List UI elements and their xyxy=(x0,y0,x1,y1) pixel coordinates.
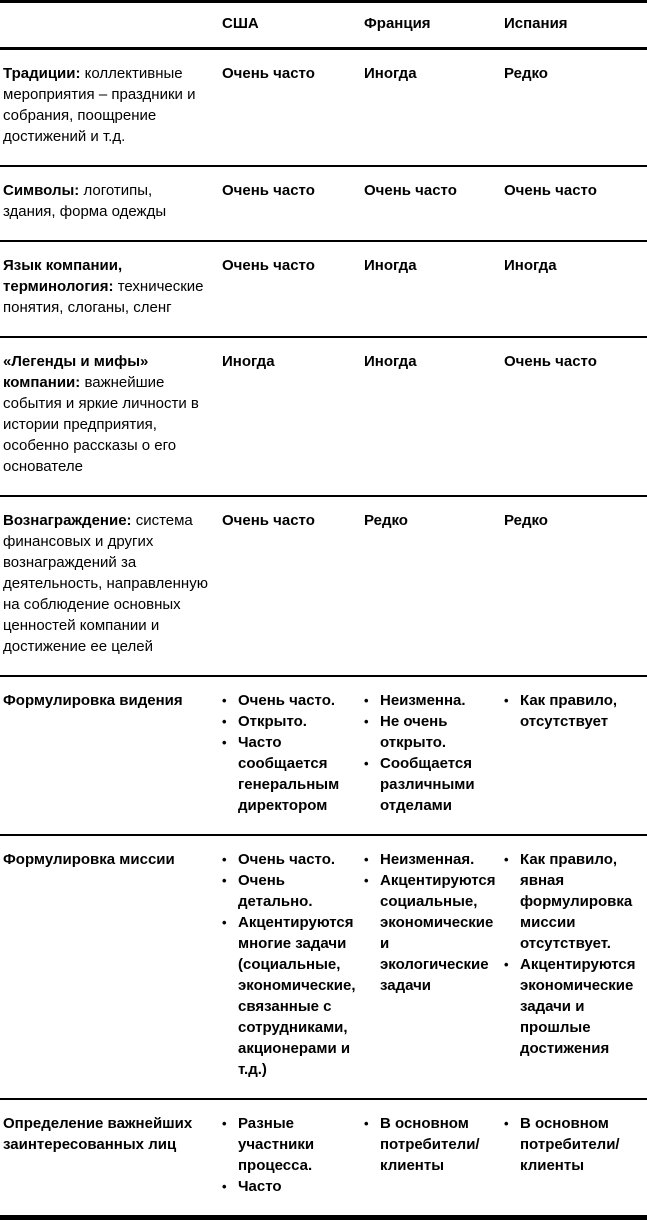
bullet-item-text: Не очень открыто. xyxy=(380,713,448,751)
row-label-lead: Вознаграждение: xyxy=(3,512,132,529)
bullet-list-item xyxy=(222,711,354,732)
bullet-icon: • xyxy=(364,873,369,888)
table-cell xyxy=(504,849,647,1080)
bullet-item-text: Акцентируются экономические задачи и прошлые достижения xyxy=(520,956,636,1057)
table-cell xyxy=(222,849,364,1080)
bullet-icon: • xyxy=(364,693,369,708)
table-cell: Очень часто xyxy=(222,65,315,82)
table-cell: Очень часто xyxy=(504,182,597,199)
bullet-icon: • xyxy=(364,714,369,729)
bullet-icon: • xyxy=(504,852,509,867)
table-cell xyxy=(504,690,647,816)
row-label-lead: Определение важнейших заинтересованных лиц xyxy=(3,1115,193,1153)
bullet-item-text: Часто сообщается генеральным директором xyxy=(238,734,340,814)
table-row xyxy=(0,338,647,497)
bullet-icon: • xyxy=(222,693,227,708)
bullet-item-text: Как правило, отсутствует xyxy=(520,692,618,730)
row-label xyxy=(0,690,222,816)
row-label: Символы: логотипы, здания, форма одежды xyxy=(3,182,167,220)
table-cell xyxy=(222,1113,364,1197)
bullet-list-item xyxy=(504,1113,637,1176)
bullet-list-item xyxy=(364,690,494,711)
bullet-icon: • xyxy=(222,852,227,867)
bullet-list-item xyxy=(364,1113,494,1176)
table-cell: Очень часто xyxy=(504,353,597,370)
bullet-list-item xyxy=(222,870,354,912)
bullet-icon: • xyxy=(364,852,369,867)
bullet-item-text: Акцентируются социальные, экономические и экологические задачи xyxy=(380,872,496,994)
row-label: Традиции: коллективные мероприятия – праздники и собрания, поощрение достижений и т.д. xyxy=(3,65,196,145)
bullet-item-text: Разные участники процесса. xyxy=(238,1115,315,1174)
bullet-icon: • xyxy=(504,1116,509,1131)
header-col-france: Франция xyxy=(364,15,431,32)
bullet-list-item xyxy=(504,849,637,954)
bullet-item-text: Очень часто. xyxy=(238,692,336,709)
bullet-list-item xyxy=(222,1176,354,1197)
table-cell: Очень часто xyxy=(222,182,315,199)
row-label xyxy=(0,849,222,1080)
row-label-lead: Формулировка видения xyxy=(3,692,183,709)
bullet-item-text: В основном потребители/клиенты xyxy=(520,1115,620,1174)
bullet-item-text: Акцентируются многие задачи (социальные, экономические, связанные с сотрудниками, акционерами и т.д.) xyxy=(238,914,356,1078)
header-col-spain: Испания xyxy=(504,15,568,32)
row-label xyxy=(0,1113,222,1197)
table-cell: Иногда xyxy=(504,257,557,274)
bullet-item-text: Неизменна. xyxy=(380,692,466,709)
bullet-list-item xyxy=(364,870,494,996)
table-cell xyxy=(364,849,504,1080)
row-label: «Легенды и мифы» компании: важнейшие события и яркие личности в истории предприятия, особенно рассказы о его основателе xyxy=(3,353,199,475)
bullet-list-item xyxy=(504,954,637,1059)
bullet-item-text: Очень часто. xyxy=(238,851,336,868)
table-cell: Редко xyxy=(504,512,548,529)
bullet-item-text: Сообщается различными отделами xyxy=(380,755,475,814)
row-label-lead: Традиции: xyxy=(3,65,81,82)
bullet-list-item xyxy=(222,1113,354,1176)
bullet-item-text: Открыто. xyxy=(238,713,307,730)
bullet-icon: • xyxy=(222,1179,227,1194)
row-label-lead: Символы: xyxy=(3,182,80,199)
bullet-list-item xyxy=(222,690,354,711)
row-label-lead: Формулировка миссии xyxy=(3,851,175,868)
table-cell: Редко xyxy=(364,512,408,529)
row-label: Язык компании, терминология: технические понятия, слоганы, сленг xyxy=(3,257,204,316)
table-cell: Иногда xyxy=(364,65,417,82)
bullet-list-item xyxy=(364,753,494,816)
table-row xyxy=(0,677,647,836)
table-cell: Очень часто xyxy=(222,512,315,529)
bullet-icon: • xyxy=(364,756,369,771)
bullet-icon: • xyxy=(222,714,227,729)
table-row xyxy=(0,1100,647,1215)
table-row xyxy=(0,836,647,1100)
table-cell: Иногда xyxy=(364,257,417,274)
table-cell xyxy=(364,690,504,816)
table-cell xyxy=(364,1113,504,1197)
bullet-item-text: Очень детально. xyxy=(238,872,313,910)
table-header-row xyxy=(0,3,647,50)
table-cell: Иногда xyxy=(222,353,275,370)
table-cell: Очень часто xyxy=(222,257,315,274)
table-cell xyxy=(222,690,364,816)
header-col-usa: США xyxy=(222,15,259,32)
bullet-list-item xyxy=(504,690,637,732)
bullet-list-item xyxy=(222,732,354,816)
bullet-item-text: Как правило, явная формулировка миссии отсутствует. xyxy=(520,851,633,952)
bullet-item-text: Неизменная. xyxy=(380,851,475,868)
row-label-lead: Язык компании, терминология: xyxy=(3,257,123,295)
table-cell: Очень часто xyxy=(364,182,457,199)
bullet-list-item xyxy=(364,849,494,870)
row-label-lead: «Легенды и мифы» компании: xyxy=(3,353,149,391)
bullet-list-item xyxy=(222,912,354,1080)
bullet-icon: • xyxy=(222,915,227,930)
bullet-item-text: В основном потребители/клиенты xyxy=(380,1115,480,1174)
bullet-icon: • xyxy=(222,873,227,888)
bullet-icon: • xyxy=(364,1116,369,1131)
bullet-icon: • xyxy=(504,957,509,972)
table-row xyxy=(0,497,647,677)
table-row xyxy=(0,242,647,338)
bullet-icon: • xyxy=(222,735,227,750)
bullet-list-item xyxy=(364,711,494,753)
table-cell xyxy=(504,1113,647,1197)
row-label: Вознаграждение: система финансовых и других вознаграждений за деятельность, направленную на соблюдение основных ценностей компании и достижение ее целей xyxy=(3,512,208,655)
table-body xyxy=(0,50,647,1215)
bullet-icon: • xyxy=(504,693,509,708)
table-cell: Редко xyxy=(504,65,548,82)
table-cell: Иногда xyxy=(364,353,417,370)
bullet-list-item xyxy=(222,849,354,870)
table-row xyxy=(0,50,647,167)
table-row xyxy=(0,167,647,242)
header-empty-cell xyxy=(0,14,222,34)
bullet-icon: • xyxy=(222,1116,227,1131)
bullet-item-text: Часто xyxy=(238,1178,282,1195)
